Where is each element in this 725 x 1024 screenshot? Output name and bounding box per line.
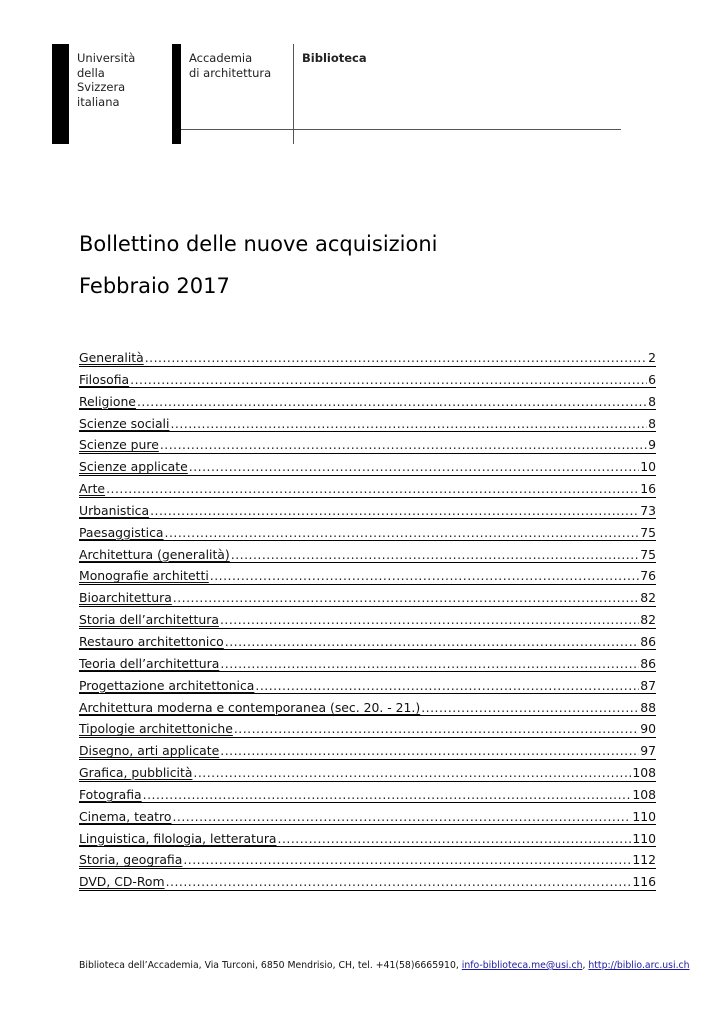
toc-entry-page[interactable]: 108 [632,765,656,781]
toc-entry-underline [79,890,656,891]
toc-entry-underline [79,671,656,672]
toc-entry-underline [79,387,656,388]
toc-entry-leader [137,395,647,409]
toc-entry[interactable] [79,372,656,394]
toc-entry-page[interactable]: 6 [648,371,656,387]
toc-entry[interactable] [79,481,656,503]
toc-entry-page[interactable]: 75 [640,546,656,562]
toc-entry-underline [79,628,656,629]
toc-entry[interactable] [79,874,656,896]
toc-entry-label[interactable]: Architettura (generalità) [79,546,230,562]
toc-entry-leader [220,657,639,671]
toc-entry-page[interactable]: 110 [632,830,656,846]
toc-entry-leader [173,591,639,605]
toc-entry[interactable] [79,547,656,569]
toc-entry-page[interactable]: 8 [648,393,656,409]
toc-entry-page[interactable]: 87 [640,677,656,693]
library-name: Biblioteca [302,51,367,65]
toc-entry[interactable] [79,721,656,743]
toc-entry[interactable] [79,437,656,459]
toc-entry-page[interactable]: 116 [632,874,656,890]
toc-entry-page[interactable]: 75 [640,524,656,540]
footer-email-link[interactable]: info-biblioteca.me@usi.ch [461,960,583,971]
toc-entry[interactable] [79,590,656,612]
academy-name-line: di architettura [189,65,272,80]
toc-entry-page[interactable]: 82 [640,590,656,606]
toc-entry-label[interactable]: Generalità [79,350,144,365]
toc-entry-underline [79,431,656,432]
toc-entry[interactable] [79,787,656,809]
toc-entry-leader [255,679,639,693]
toc-entry[interactable] [79,459,656,481]
toc-entry-label[interactable]: Scienze sociali [79,415,170,431]
toc-entry-label[interactable]: Bioarchitettura [79,590,172,606]
toc-entry-leader [193,766,631,780]
university-name [77,51,135,109]
toc-entry[interactable] [79,743,656,765]
toc-entry-leader [145,351,647,365]
toc-entry[interactable] [79,634,656,656]
toc-entry-page[interactable]: 82 [640,612,656,628]
toc-entry-label[interactable]: Filosofia [79,371,130,387]
toc-entry-underline [79,737,656,738]
toc-entry-underline [79,868,656,869]
toc-entry-underline [79,802,656,803]
toc-entry-label[interactable]: Tipologie architettoniche [79,721,233,737]
toc-entry[interactable] [79,568,656,590]
toc-entry-label[interactable]: Linguistica, filologia, letteratura [79,830,277,846]
toc-entry-leader [170,417,647,431]
toc-entry[interactable] [79,809,656,831]
toc-entry[interactable] [79,394,656,416]
toc-entry-label[interactable]: Arte [79,481,106,497]
toc-entry-leader [166,875,632,889]
toc-entry-label[interactable]: Disegno, arti applicate [79,743,220,759]
toc-entry[interactable] [79,525,656,547]
toc-entry-page[interactable]: 86 [640,633,656,649]
university-name-line: Università [77,51,136,65]
header-rule [181,129,621,130]
toc-entry-page[interactable]: 88 [640,699,656,715]
toc-entry-page[interactable]: 86 [640,655,656,671]
toc-entry-underline [79,649,656,650]
footer-address: Biblioteca dell’Accademia, Via Turconi, 6850 Mendrisio, CH, tel. +41(58)6665910, [79,960,462,971]
toc-entry-leader [278,832,632,846]
toc-entry-label[interactable]: Scienze pure [79,437,159,453]
toc-entry-label[interactable]: Restauro architettonico [79,633,224,649]
toc-entry-underline [79,366,656,367]
toc-entry-underline [79,497,656,498]
toc-entry-underline [79,846,656,847]
toc-entry-underline [79,409,656,410]
toc-entry[interactable] [79,656,656,678]
toc-entry-label[interactable]: Architettura moderna e contemporanea (sec. 20. - 21.) [79,699,421,715]
toc-entry-leader [234,722,639,736]
toc-entry-underline [79,715,656,716]
toc-entry-leader [150,504,639,518]
toc-entry-label[interactable]: Storia, geografia [79,852,183,868]
toc-entry-label[interactable]: DVD, CD-Rom [79,874,165,890]
toc-entry-page[interactable]: 97 [640,743,656,759]
toc-entry-underline [79,475,656,476]
toc-entry-leader [421,701,639,715]
toc-entry[interactable] [79,612,656,634]
toc-entry-label[interactable]: Cinema, teatro [79,808,172,824]
toc-entry[interactable] [79,416,656,438]
footer-website-link[interactable]: http://biblio.arc.usi.ch [588,960,690,971]
toc-entry[interactable] [79,852,656,874]
university-name-line: Svizzera [77,80,126,94]
toc-entry-underline [79,562,656,563]
toc-entry[interactable] [79,700,656,722]
toc-entry-leader [231,548,639,562]
toc-entry-leader [106,482,639,496]
toc-entry-page[interactable]: 9 [648,437,656,453]
toc-entry-page[interactable]: 8 [648,415,656,431]
toc-entry-underline [79,781,656,782]
toc-entry-page[interactable]: 108 [632,786,656,802]
usi-logo-bar [52,44,69,144]
toc-entry-page[interactable]: 16 [640,481,656,497]
toc-entry-page[interactable]: 2 [648,350,656,365]
toc-entry-underline [79,606,656,607]
university-name-line: italiana [77,94,120,109]
toc-entry-page[interactable]: 90 [640,721,656,737]
toc-entry-label[interactable]: Religione [79,393,136,409]
toc-entry-label[interactable]: Teoria dell’architettura [79,655,220,671]
page-subtitle: Febbraio 2017 [79,274,230,298]
toc-entry[interactable] [79,350,656,372]
toc-entry-label[interactable]: Scienze applicate [79,459,188,475]
toc-entry-underline [79,693,656,694]
toc-entry-label[interactable]: Grafica, pubblicità [79,765,193,781]
toc-entry[interactable] [79,831,656,853]
toc-entry-label[interactable]: Progettazione architettonica [79,677,255,693]
toc-entry-label[interactable]: Paesaggistica [79,524,164,540]
toc-entry-leader [130,373,647,387]
toc-entry-underline [79,540,656,541]
toc-entry-underline [79,759,656,760]
academy-logo-bar [172,44,181,144]
toc-entry-page[interactable]: 10 [640,459,656,475]
footer [79,960,690,971]
toc-entry-leader [220,744,639,758]
academy-name-line: Accademia [189,51,253,65]
university-name-line: della [77,65,105,80]
toc-entry-leader [210,569,639,583]
toc-entry-underline [79,824,656,825]
toc-entry[interactable] [79,765,656,787]
toc-entry-leader [183,853,631,867]
toc-entry-leader [225,635,639,649]
toc-entry-label[interactable]: Monografie architetti [79,568,209,584]
academy-name [189,51,271,80]
toc-entry-label[interactable]: Fotografia [79,786,142,802]
toc-entry[interactable] [79,503,656,525]
toc-entry-leader [189,460,639,474]
toc-entry-underline [79,453,656,454]
table-of-contents [79,350,656,896]
toc-entry-leader [172,810,631,824]
toc-entry-leader [143,788,632,802]
toc-entry-underline [79,518,656,519]
footer-separator: , [582,960,589,971]
toc-entry-leader [160,438,647,452]
toc-entry-leader [220,613,639,627]
toc-entry-page[interactable]: 110 [632,808,656,824]
toc-entry-underline [79,584,656,585]
toc-entry-leader [165,526,640,540]
toc-entry-page[interactable]: 76 [640,568,656,584]
toc-entry-label[interactable]: Urbanistica [79,502,150,518]
toc-entry-label[interactable]: Storia dell’architettura [79,612,219,628]
page-title: Bollettino delle nuove acquisizioni [79,232,438,256]
toc-entry-page[interactable]: 112 [632,852,656,868]
toc-entry[interactable] [79,678,656,700]
toc-entry-page[interactable]: 73 [640,502,656,518]
